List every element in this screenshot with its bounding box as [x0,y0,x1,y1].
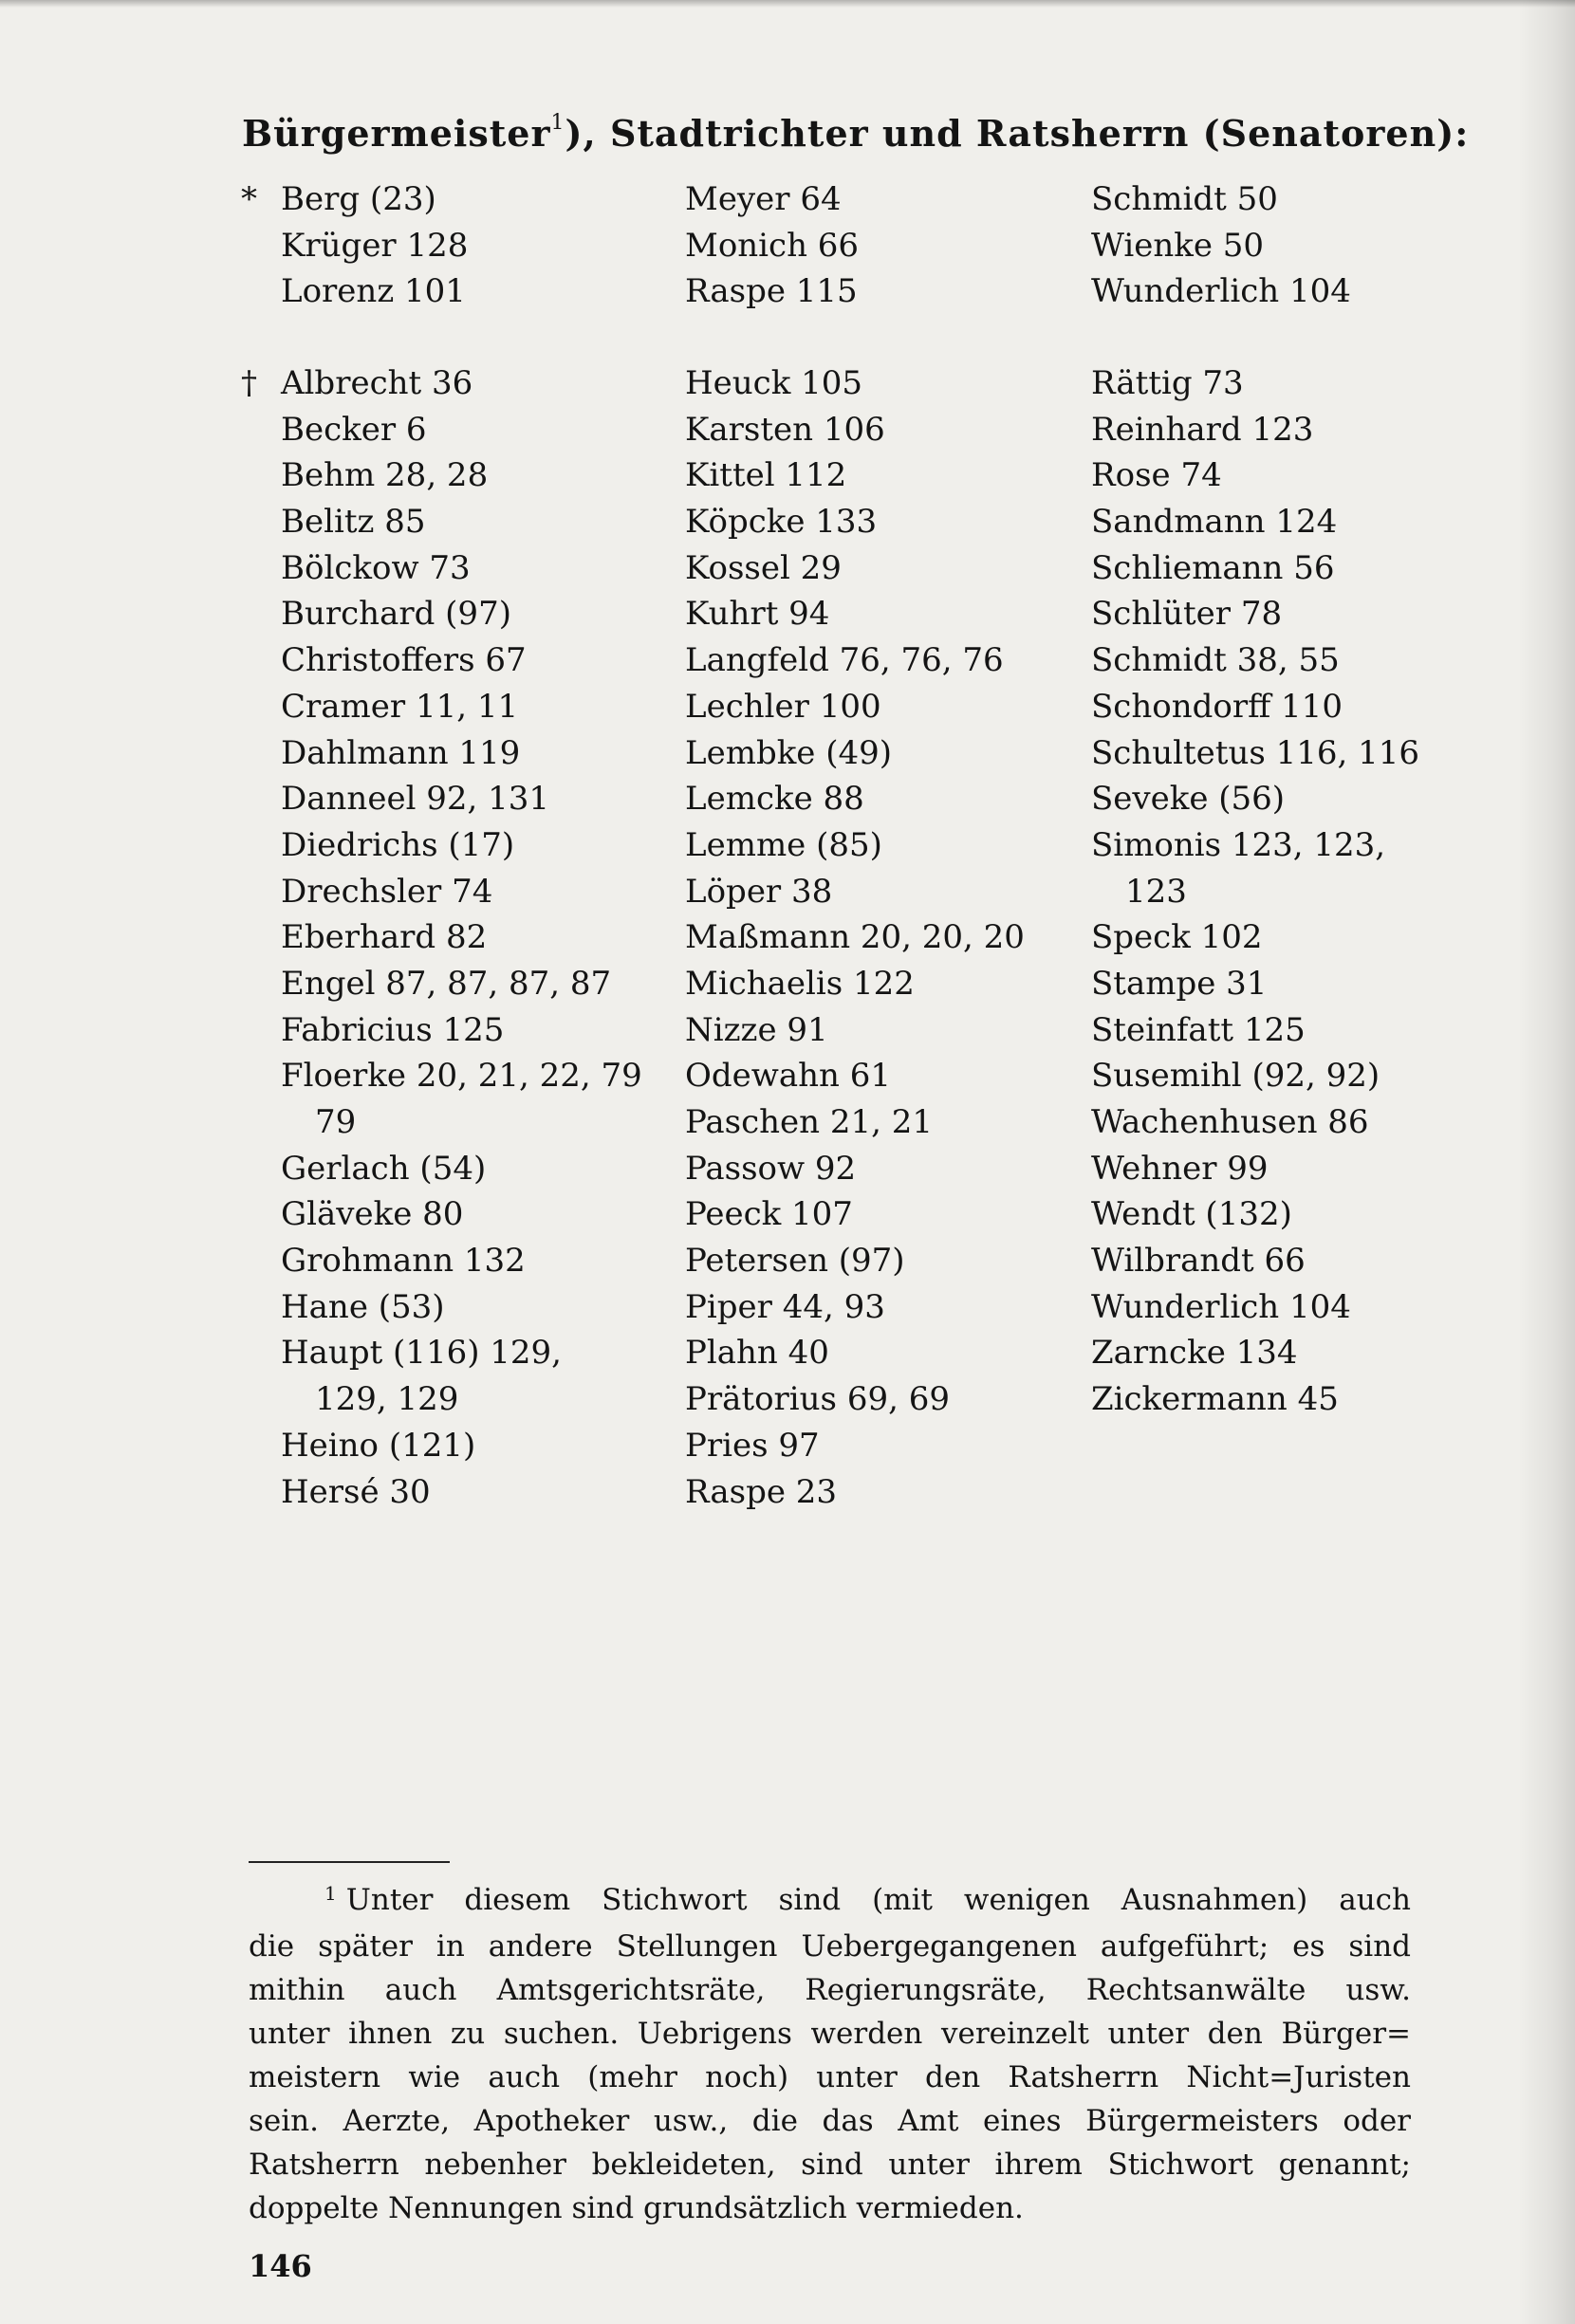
index-entry [685,1099,1084,1146]
footnote-text: unter ihnen zu suchen. Uebrigens werden vereinzelt unter den Bürger= [249,2017,1411,2051]
index-entry [685,591,1084,637]
footnote-text: die später in andere Stellungen Uebergegangenen aufgeführt; es sind [249,1929,1411,1964]
index-entry [685,545,1084,592]
index-entry [247,1053,664,1099]
entry-text: Langfeld 76, 76, 76 [685,641,1004,680]
entry-text: 123 [1125,872,1187,911]
index-entry [1091,1099,1433,1146]
index-entry [241,176,664,223]
entry-text: Lemcke 88 [685,780,864,819]
footnote-rule [249,1861,450,1863]
group2-column-1 [241,360,664,1515]
entry-text: 129, 129 [315,1380,459,1419]
group-marker: † [241,364,257,402]
index-entry [1091,360,1433,407]
entry-text: Rose 74 [1091,456,1222,495]
index-entry [685,637,1084,684]
index-entry [1091,869,1433,915]
entry-text: Engel 87, 87, 87, 87 [281,964,612,1003]
index-entry [685,1191,1084,1238]
index-entry [685,822,1084,869]
entry-text: Wunderlich 104 [1091,1287,1351,1326]
entry-text: Grohmann 132 [281,1242,526,1281]
index-entry [247,268,664,315]
index-entry [247,1284,664,1331]
heading-title: Bürgermeister [242,112,551,155]
entry-text: Behm 28, 28 [281,456,489,495]
entry-text: Floerke 20, 21, 22, 79 [281,1057,642,1096]
entry-text: Nizze 91 [685,1010,828,1049]
footnote [249,1878,1411,2230]
group1-column-3 [1091,176,1433,315]
entry-text: Meyer 64 [685,180,842,218]
entry-text: Zickermann 45 [1091,1380,1339,1419]
entry-text: Lembke (49) [685,733,893,772]
index-entry [685,1423,1084,1469]
entry-text: Passow 92 [685,1149,857,1188]
entry-text: Seveke (56) [1091,780,1286,819]
index-entry [247,1238,664,1284]
index-entry [247,591,664,637]
section-heading [242,111,1470,155]
entry-text: 79 [315,1103,357,1141]
entry-text: Simonis 123, 123, [1091,825,1386,864]
entry-text: Schondorff 110 [1091,687,1343,726]
index-entry [247,1469,664,1516]
footnote-text: meistern wie auch (mehr noch) unter den Ratsherrn Nicht=Juristen [249,2060,1411,2094]
index-entry [1091,1330,1433,1376]
footnote-line [249,2186,1411,2230]
index-entry [685,223,1084,269]
index-entry [685,452,1084,499]
index-entry [247,1007,664,1054]
entry-text: Becker 6 [281,410,427,449]
footnote-text: Ratsherrn nebenher bekleideten, sind unter ihrem Stichwort genannt; [249,2148,1411,2182]
group1-column-2 [685,176,1084,315]
index-entry [247,684,664,730]
entry-text: Wachenhusen 86 [1091,1103,1369,1141]
index-entry [1091,1146,1433,1192]
index-entry [1091,407,1433,453]
index-entry [1091,223,1433,269]
index-entry [247,961,664,1007]
footnote-line [249,2143,1411,2186]
heading-footnote-mark: 1 [550,111,565,136]
entry-text: Eberhard 82 [281,918,488,957]
entry-text: Wienke 50 [1091,226,1265,265]
entry-text: Danneel 92, 131 [281,780,550,819]
entry-text: Heino (121) [281,1426,476,1465]
entry-text: Kossel 29 [685,548,842,587]
entry-text: Burchard (97) [281,595,511,634]
entry-text: Bölckow 73 [281,548,471,587]
entry-text: Lechler 100 [685,687,881,726]
entry-text: Zarncke 134 [1091,1334,1298,1373]
entry-text: Christoffers 67 [281,641,527,680]
entry-text: Raspe 23 [685,1472,838,1511]
index-entry [685,961,1084,1007]
entry-text: Petersen (97) [685,1242,905,1281]
index-entry [1091,730,1433,777]
entry-text: Plahn 40 [685,1334,829,1373]
index-entry [1091,176,1433,223]
page-number: 146 [249,2248,312,2284]
index-entry [685,684,1084,730]
entry-text: Krüger 128 [281,226,469,265]
entry-text: Albrecht 36 [281,364,473,402]
index-entry [247,822,664,869]
index-entry [685,360,1084,407]
footnote-line [249,1878,1411,1925]
index-entry [685,1146,1084,1192]
index-entry [685,499,1084,545]
index-entry [1091,776,1433,822]
index-entry [247,1191,664,1238]
group2-column-3 [1091,360,1433,1423]
index-entry [247,1423,664,1469]
footnote-line [249,1925,1411,1968]
entry-text: Drechsler 74 [281,872,493,911]
index-entry [1091,268,1433,315]
index-entry [247,1330,664,1376]
entry-text: Odewahn 61 [685,1057,891,1096]
entry-text: Michaelis 122 [685,964,915,1003]
entry-text: Gläveke 80 [281,1195,464,1234]
index-entry [1091,452,1433,499]
entry-text: Karsten 106 [685,410,885,449]
entry-text: Raspe 115 [685,272,858,311]
entry-text: Schlüter 78 [1091,595,1283,634]
entry-text: Paschen 21, 21 [685,1103,933,1141]
entry-text: Berg (23) [281,180,436,218]
entry-text: Wendt (132) [1091,1195,1292,1234]
index-entry [685,407,1084,453]
index-entry [247,869,664,915]
index-entry [685,1376,1084,1423]
footnote-text: sein. Aerzte, Apotheker usw., die das Amt eines Bürgermeisters oder [249,2104,1411,2138]
index-entry [247,776,664,822]
page-edge-right [1518,0,1575,2324]
index-entry [685,268,1084,315]
entry-text: Köpcke 133 [685,503,878,542]
entry-text: Lorenz 101 [281,272,466,311]
footnote-text: Unter diesem Stichwort sind (mit wenigen Ausnahmen) auch [345,1883,1411,1917]
entry-text: Belitz 85 [281,503,426,542]
index-entry [247,730,664,777]
index-entry [1091,684,1433,730]
index-entry [685,1007,1084,1054]
entry-text: Schliemann 56 [1091,548,1335,587]
index-entry [685,869,1084,915]
index-entry [1091,499,1433,545]
footnote-mark: 1 [324,1882,337,1905]
index-entry [685,914,1084,961]
entry-text: Speck 102 [1091,918,1263,957]
entry-text: Diedrichs (17) [281,825,515,864]
index-entry [1091,1376,1433,1423]
index-entry [685,1053,1084,1099]
entry-text: Rättig 73 [1091,364,1244,402]
group-marker: * [241,180,257,218]
entry-text: Sandmann 124 [1091,503,1338,542]
index-entry [247,499,664,545]
index-entry [1091,914,1433,961]
index-entry [685,1284,1084,1331]
footnote-line [249,1968,1411,2012]
index-entry [1091,545,1433,592]
entry-text: Peeck 107 [685,1195,853,1234]
index-entry [247,223,664,269]
entry-text: Susemihl (92, 92) [1091,1057,1380,1096]
entry-text: Cramer 11, 11 [281,687,519,726]
index-entry [247,452,664,499]
index-entry [1091,591,1433,637]
index-entry [685,776,1084,822]
entry-text: Gerlach (54) [281,1149,487,1188]
group1-column-1 [241,176,664,315]
index-entry [1091,1238,1433,1284]
entry-text: Haupt (116) 129, [281,1334,562,1373]
entry-text: Hane (53) [281,1287,445,1326]
entry-text: Piper 44, 93 [685,1287,885,1326]
entry-text: Pries 97 [685,1426,820,1465]
entry-text: Löper 38 [685,872,833,911]
entry-text: Schmidt 50 [1091,180,1278,218]
index-entry [685,1330,1084,1376]
entry-text: Kuhrt 94 [685,595,830,634]
index-entry [241,360,664,407]
entry-text: Maßmann 20, 20, 20 [685,918,1025,957]
index-entry [1091,1007,1433,1054]
index-entry [1091,1284,1433,1331]
entry-text: Kittel 112 [685,456,847,495]
entry-text: Dahlmann 119 [281,733,521,772]
footnote-text: mithin auch Amtsgerichtsräte, Regierungsräte, Rechtsanwälte usw. [249,1973,1411,2007]
index-entry [247,914,664,961]
index-entry [1091,961,1433,1007]
entry-text: Wunderlich 104 [1091,272,1351,311]
entry-text: Hersé 30 [281,1472,431,1511]
footnote-line [249,2012,1411,2056]
group2-column-2 [685,360,1084,1515]
entry-text: Fabricius 125 [281,1010,505,1049]
index-entry [1091,1191,1433,1238]
index-entry [247,545,664,592]
entry-text: Prätorius 69, 69 [685,1380,950,1419]
entry-text: Schultetus 116, 116 [1091,733,1420,772]
index-entry [685,730,1084,777]
index-entry [1091,822,1433,869]
index-entry [685,176,1084,223]
index-entry [685,1469,1084,1516]
heading-rest: ), Stadtrichter und Ratsherrn (Senatoren): [565,112,1470,155]
entry-text: Reinhard 123 [1091,410,1314,449]
entry-text: Monich 66 [685,226,860,265]
entry-text: Wilbrandt 66 [1091,1242,1306,1281]
index-entry [247,1146,664,1192]
footnote-line [249,2099,1411,2143]
index-entry [247,637,664,684]
index-entry [247,407,664,453]
index-entry [685,1238,1084,1284]
index-entry [1091,1053,1433,1099]
entry-text: Lemme (85) [685,825,882,864]
entry-text: Wehner 99 [1091,1149,1269,1188]
footnote-text: doppelte Nennungen sind grundsätzlich vermieden. [249,2191,1024,2225]
entry-text: Heuck 105 [685,364,863,402]
index-entry [1091,637,1433,684]
footnote-line [249,2056,1411,2099]
entry-text: Steinfatt 125 [1091,1010,1306,1049]
index-entry [247,1099,664,1146]
page-edge-top [0,0,1575,8]
entry-text: Schmidt 38, 55 [1091,641,1340,680]
entry-text: Stampe 31 [1091,964,1268,1003]
index-entry [247,1376,664,1423]
